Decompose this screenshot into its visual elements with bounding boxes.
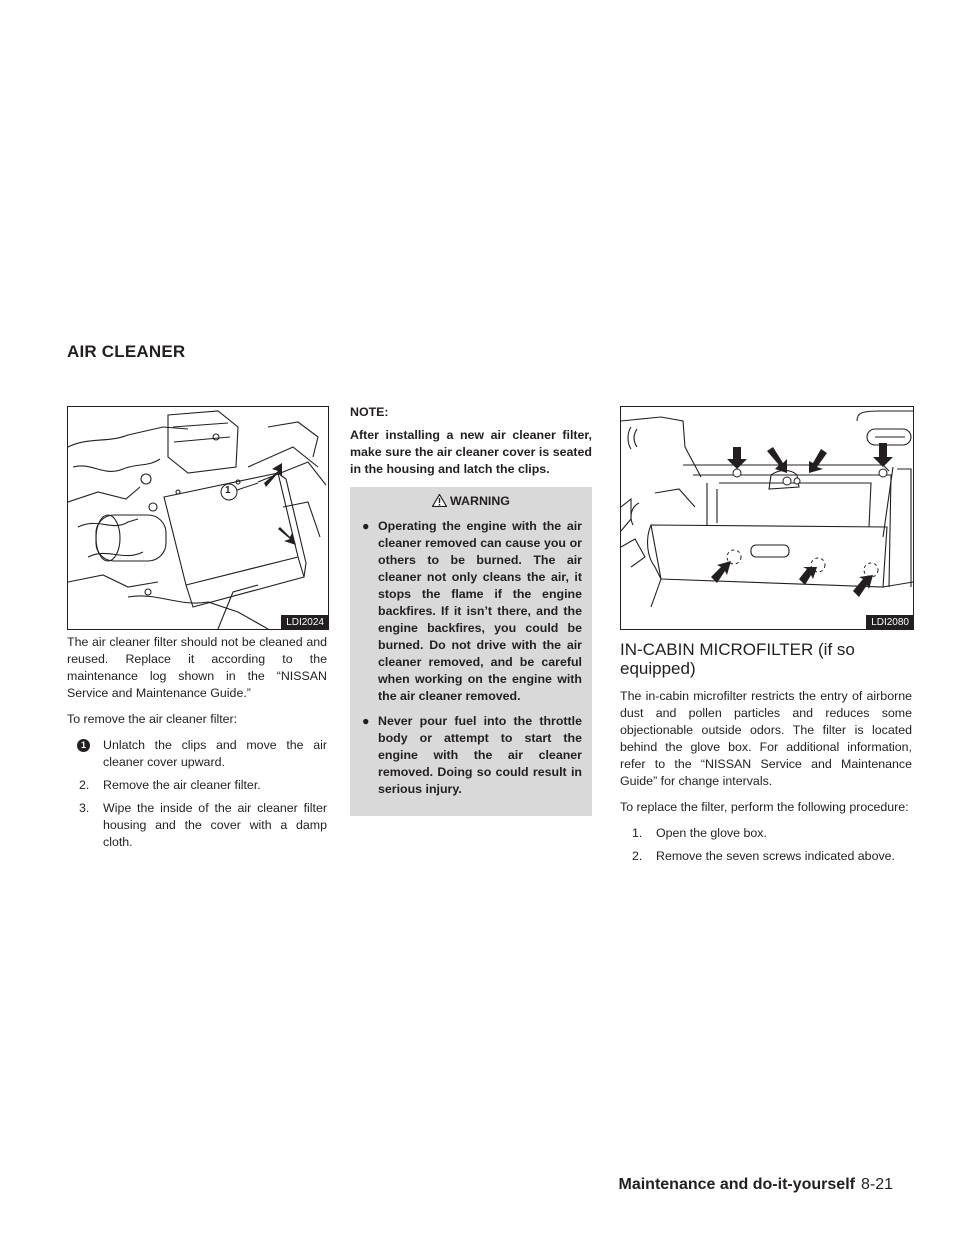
section-title: AIR CLEANER bbox=[67, 342, 186, 361]
figure-code: LDI2080 bbox=[866, 615, 913, 629]
figure-code: LDI2024 bbox=[281, 615, 328, 629]
warning-text: Never pour fuel into the throttle body or attempt to start the engine with the air cleaner removed. Doing so could result in serious injury. bbox=[378, 714, 582, 796]
step-number: 3. bbox=[79, 801, 90, 815]
glove-box-illustration bbox=[621, 407, 913, 629]
engine-bay-figure bbox=[67, 406, 329, 630]
engine-bay-illustration bbox=[68, 407, 328, 629]
warning-title: WARNING bbox=[450, 494, 510, 508]
microfilter-heading: IN-CABIN MICROFILTER (if so equipped) bbox=[620, 640, 855, 678]
left-column bbox=[67, 634, 327, 857]
callout-1: 1 bbox=[225, 485, 231, 496]
bullet: ● bbox=[362, 714, 370, 728]
step-text: Wipe the inside of the air cleaner filter housing and the cover with a damp cloth. bbox=[103, 801, 327, 849]
step-marker-circle: 1 bbox=[77, 739, 90, 752]
remove-lead: To remove the air cleaner filter: bbox=[67, 712, 238, 726]
warning-icon bbox=[432, 494, 447, 507]
warning-list bbox=[360, 518, 582, 798]
warning-box bbox=[350, 487, 592, 816]
intro-paragraph: The air cleaner filter should not be cleaned and reused. Replace it according to the maintenance log shown in the “NISSAN Service and Maintenance Guide.” bbox=[67, 635, 327, 700]
warning-text: Operating the engine with the air cleaner removed can cause you or others to be burned. The air cleaner not only cleans the air, it stops the flame if the engine backfires. If it isn’t there, and the engine backfires, you could be burned. Do not drive with the air cleaner removed, and be careful when working on the engine with the air cleaner removed. bbox=[378, 519, 582, 703]
step-number: 1. bbox=[632, 826, 643, 840]
step-text: Remove the seven screws indicated above. bbox=[656, 849, 895, 863]
step-text: Unlatch the clips and move the air cleaner cover upward. bbox=[103, 738, 327, 769]
step-item bbox=[67, 737, 327, 771]
microfilter-steps bbox=[620, 825, 912, 865]
replace-lead: To replace the filter, perform the following procedure: bbox=[620, 800, 909, 814]
step-text: Open the glove box. bbox=[656, 826, 767, 840]
footer-title: Maintenance and do-it-yourself bbox=[618, 1176, 855, 1193]
step-item bbox=[620, 825, 912, 842]
step-number: 2. bbox=[79, 778, 90, 792]
note-text: After installing a new air cleaner filter, make sure the air cleaner cover is seated in the housing and latch the clips. bbox=[350, 428, 592, 476]
air-filter-steps bbox=[67, 737, 327, 851]
microfilter-paragraph: The in-cabin microfilter restricts the entry of airborne dust and pollen particles and reduces some objectionable outside odors. The filter is located behind the glove box. For additional information, refer to the “NISSAN Service and Maintenance Guide” for change intervals. bbox=[620, 689, 912, 788]
warning-item bbox=[360, 713, 582, 798]
step-item bbox=[67, 800, 327, 851]
page-number: 8-21 bbox=[860, 1176, 893, 1193]
step-item bbox=[620, 848, 912, 865]
page-footer bbox=[619, 1176, 894, 1194]
step-text: Remove the air cleaner filter. bbox=[103, 778, 261, 792]
glove-box-figure bbox=[620, 406, 914, 630]
note-label: NOTE: bbox=[350, 405, 389, 419]
warning-heading bbox=[360, 493, 582, 510]
warning-item bbox=[360, 518, 582, 705]
step-item bbox=[67, 777, 327, 794]
right-column bbox=[620, 634, 912, 871]
step-number: 2. bbox=[632, 849, 643, 863]
bullet: ● bbox=[362, 519, 370, 533]
middle-column bbox=[350, 404, 592, 816]
